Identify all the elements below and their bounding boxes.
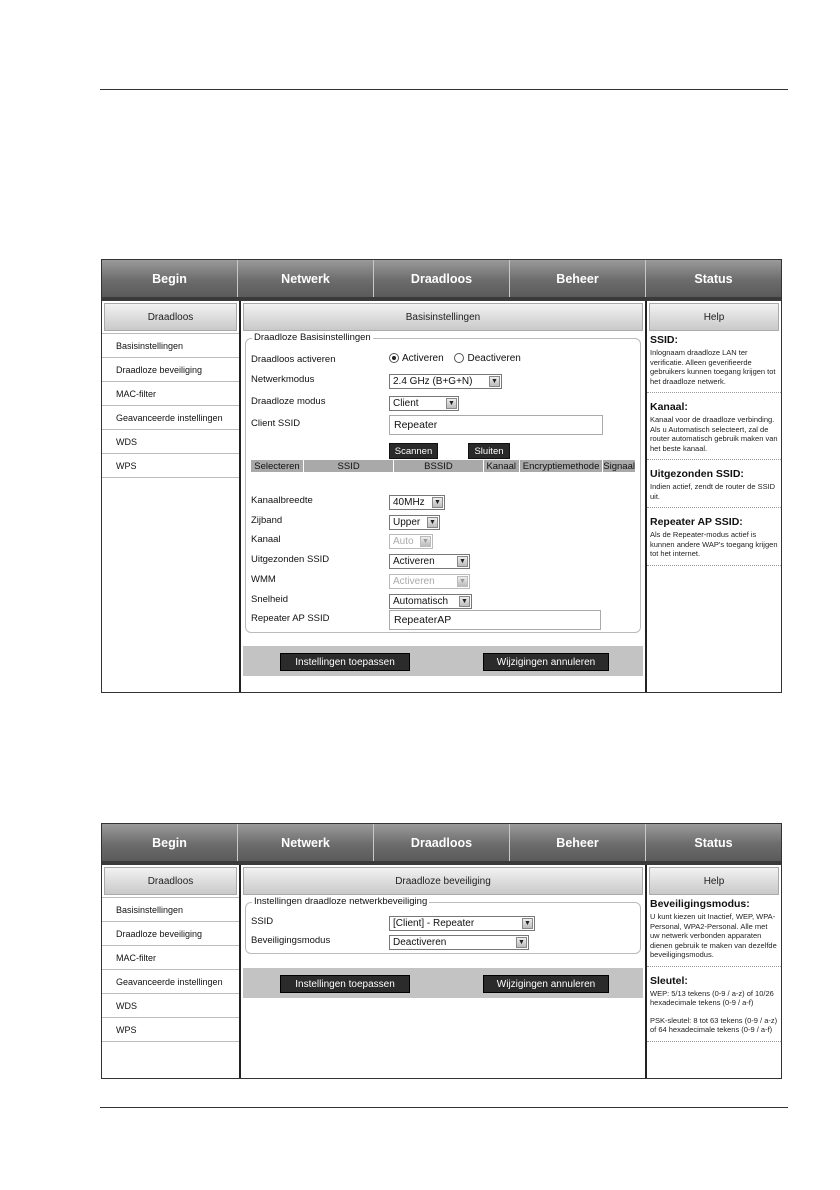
help-section-kanaal xyxy=(647,393,781,460)
sidebar xyxy=(102,865,241,1078)
basic-settings-fieldset xyxy=(245,332,641,633)
sidebar-list xyxy=(102,333,239,478)
sideband-select[interactable] xyxy=(389,515,440,530)
row-channel xyxy=(251,531,635,549)
help-panel xyxy=(647,865,781,1078)
top-rule xyxy=(100,89,788,90)
sidebar xyxy=(102,301,241,692)
broadcast-ssid-value: Activeren xyxy=(393,556,435,567)
row-client-ssid xyxy=(251,415,635,433)
client-ssid-input[interactable]: Repeater xyxy=(389,415,603,435)
help-header: Help xyxy=(649,867,779,895)
channel-width-select[interactable] xyxy=(389,495,445,510)
nav-beheer[interactable]: Beheer xyxy=(510,824,646,861)
channel-width-label: Kanaalbreedte xyxy=(251,495,313,506)
help-title: Beveiligingsmodus: xyxy=(650,898,750,910)
scan-table-header xyxy=(251,460,635,472)
sidebar-item-mac-filter[interactable]: MAC-filter xyxy=(102,382,239,406)
radio-activeren[interactable] xyxy=(389,353,399,363)
radio-activeren-label: Activeren xyxy=(402,353,444,364)
nav-draadloos[interactable]: Draadloos xyxy=(374,260,510,297)
ssid-select[interactable] xyxy=(389,916,535,931)
nav-begin[interactable]: Begin xyxy=(102,824,238,861)
help-title: Sleutel: xyxy=(650,974,688,987)
broadcast-ssid-label: Uitgezonden SSID xyxy=(251,554,330,565)
sidebar-item-draadloze-beveiliging[interactable]: Draadloze beveiliging xyxy=(102,358,239,382)
wmm-select[interactable] xyxy=(389,574,470,589)
help-title: SSID: xyxy=(650,334,679,346)
sidebar-item-wds[interactable]: WDS xyxy=(102,430,239,454)
th-encryptiemethode: Encryptiemethode xyxy=(520,460,603,472)
row-security-mode xyxy=(251,932,635,950)
row-speed xyxy=(251,591,635,609)
screenshot-basic-settings xyxy=(101,259,782,693)
action-bar xyxy=(243,968,643,998)
chevron-down-icon: ▼ xyxy=(432,497,443,508)
row-repeater-ap-ssid xyxy=(251,610,635,628)
sidebar-item-geavanceerde-instellingen[interactable]: Geavanceerde instellingen xyxy=(102,406,239,430)
radio-deactiveren-label: Deactiveren xyxy=(467,353,521,364)
top-navigation xyxy=(102,260,781,297)
nav-beheer[interactable]: Beheer xyxy=(510,260,646,297)
help-text: U kunt kiezen uit Inactief, WEP, WPA-Personal, WPA2-Personal. Alle met uw netwerk verbonden apparaten dienen gebruik te maken van dezelfde beveiligingsmodus. xyxy=(650,912,777,959)
speed-value: Automatisch xyxy=(393,596,449,607)
channel-value: Auto xyxy=(393,536,414,547)
cancel-changes-button[interactable]: Wijzigingen annuleren xyxy=(483,975,609,993)
close-button[interactable]: Sluiten xyxy=(468,443,510,459)
apply-settings-button[interactable]: Instellingen toepassen xyxy=(280,975,410,993)
repeater-ap-ssid-input[interactable]: RepeaterAP xyxy=(389,610,601,630)
help-section-repeater-ap-ssid xyxy=(647,508,781,566)
wireless-enable-radios xyxy=(389,353,521,364)
help-text: WEP: 5/13 tekens (0-9 / a-z) of 10/26 hexadecimale tekens (0-9 / a-f) xyxy=(650,988,774,1007)
ssid-label: SSID xyxy=(251,916,274,927)
scan-button[interactable]: Scannen xyxy=(389,443,438,459)
nav-status[interactable]: Status xyxy=(694,835,733,850)
chevron-down-icon: ▼ xyxy=(489,376,500,387)
wireless-mode-select[interactable] xyxy=(389,396,459,411)
apply-settings-button[interactable]: Instellingen toepassen xyxy=(280,653,410,671)
chevron-down-icon: ▼ xyxy=(516,937,527,948)
wireless-mode-value: Client xyxy=(393,398,419,409)
help-section-sleutel xyxy=(647,967,781,1042)
fieldset-legend: Instellingen draadloze netwerkbeveiliging xyxy=(254,896,428,907)
main-panel xyxy=(241,865,647,1078)
bottom-rule xyxy=(100,1107,788,1108)
client-ssid-label: Client SSID xyxy=(251,418,301,429)
row-network-mode xyxy=(251,371,635,389)
channel-select[interactable] xyxy=(389,534,433,549)
sideband-value: Upper xyxy=(393,517,421,528)
sideband-label: Zijband xyxy=(251,515,283,526)
sidebar-item-draadloze-beveiliging[interactable]: Draadloze beveiliging xyxy=(102,922,239,946)
row-wireless-enable xyxy=(251,351,635,369)
sidebar-header: Draadloos xyxy=(104,867,237,895)
row-broadcast-ssid xyxy=(251,551,635,569)
row-sideband xyxy=(251,512,635,530)
sidebar-header: Draadloos xyxy=(104,303,237,331)
chevron-down-icon: ▼ xyxy=(446,398,457,409)
ssid-value: [Client] - Repeater xyxy=(393,918,475,929)
network-mode-select[interactable] xyxy=(389,374,502,389)
chevron-down-icon: ▼ xyxy=(427,517,438,528)
network-mode-value: 2.4 GHz (B+G+N) xyxy=(393,376,473,387)
wmm-value: Activeren xyxy=(393,576,435,587)
nav-status[interactable]: Status xyxy=(694,271,733,286)
chevron-down-icon: ▼ xyxy=(457,576,468,587)
security-mode-value: Deactiveren xyxy=(393,937,447,948)
broadcast-ssid-select[interactable] xyxy=(389,554,470,569)
channel-width-value: 40MHz xyxy=(393,497,425,508)
chevron-down-icon: ▼ xyxy=(522,918,533,929)
help-text: Als de Repeater-modus actief is kunnen andere WAP's toegang krijgen tot het internet. xyxy=(650,530,778,558)
wireless-mode-label: Draadloze modus xyxy=(251,396,326,407)
wireless-enable-label: Draadloos activeren xyxy=(251,354,336,365)
th-selecteren: Selecteren xyxy=(251,460,304,472)
nav-netwerk[interactable]: Netwerk xyxy=(238,824,374,861)
help-title: Uitgezonden SSID: xyxy=(650,468,744,480)
security-mode-select[interactable] xyxy=(389,935,529,950)
sidebar-item-wps[interactable]: WPS xyxy=(102,454,239,478)
speed-select[interactable] xyxy=(389,594,472,609)
chevron-down-icon: ▼ xyxy=(457,556,468,567)
network-mode-label: Netwerkmodus xyxy=(251,374,315,385)
row-ssid xyxy=(251,913,635,931)
cancel-changes-button[interactable]: Wijzigingen annuleren xyxy=(483,653,609,671)
wmm-label: WMM xyxy=(251,574,276,585)
help-title: Repeater AP SSID: xyxy=(650,516,743,528)
sidebar-list xyxy=(102,897,239,1042)
action-bar xyxy=(243,646,643,676)
th-kanaal: Kanaal xyxy=(484,460,520,472)
th-signaal: Signaal xyxy=(603,460,635,472)
row-channel-width xyxy=(251,492,635,510)
help-title: Kanaal: xyxy=(650,401,688,413)
main-header: Basisinstellingen xyxy=(243,303,643,331)
sidebar-item-mac-filter[interactable]: MAC-filter xyxy=(102,946,239,970)
chevron-down-icon: ▼ xyxy=(420,536,431,547)
sidebar-item-basisinstellingen[interactable]: Basisinstellingen xyxy=(102,898,239,922)
help-text: Inlognaam draadloze LAN ter verificatie. Alleen geverifieerde gebruikers kunnen toegang krijgen tot het draadloze netwerk. xyxy=(650,348,776,386)
sidebar-item-basisinstellingen[interactable]: Basisinstellingen xyxy=(102,334,239,358)
row-wireless-mode xyxy=(251,393,635,411)
help-text: Kanaal voor de draadloze verbinding. Als u Automatisch selecteert, zal de router automatisch gebruik maken van het beste kanaal. xyxy=(650,415,778,453)
help-header: Help xyxy=(649,303,779,331)
main-header: Draadloze beveiliging xyxy=(243,867,643,895)
help-section-uitgezonden-ssid xyxy=(647,460,781,508)
help-section-beveiligingsmodus xyxy=(647,895,781,967)
help-section-ssid xyxy=(647,331,781,393)
security-settings-fieldset xyxy=(245,896,641,954)
screenshot-wireless-security xyxy=(101,823,782,1079)
chevron-down-icon: ▼ xyxy=(459,596,470,607)
sidebar-item-wds[interactable]: WDS xyxy=(102,994,239,1018)
repeater-ap-ssid-label: Repeater AP SSID xyxy=(251,613,330,624)
nav-netwerk[interactable]: Netwerk xyxy=(238,260,374,297)
radio-deactiveren[interactable] xyxy=(454,353,464,363)
nav-draadloos[interactable]: Draadloos xyxy=(374,824,510,861)
help-panel xyxy=(647,301,781,692)
channel-label: Kanaal xyxy=(251,534,281,545)
row-wmm xyxy=(251,571,635,589)
main-panel xyxy=(241,301,647,692)
nav-begin[interactable]: Begin xyxy=(102,260,238,297)
sidebar-item-wps[interactable]: WPS xyxy=(102,1018,239,1042)
th-bssid: BSSID xyxy=(394,460,483,472)
help-text: Indien actief, zendt de router de SSID uit. xyxy=(650,482,776,501)
fieldset-legend: Draadloze Basisinstellingen xyxy=(254,332,371,343)
top-navigation xyxy=(102,824,781,861)
th-ssid: SSID xyxy=(304,460,394,472)
sidebar-item-geavanceerde-instellingen[interactable]: Geavanceerde instellingen xyxy=(102,970,239,994)
security-mode-label: Beveiligingsmodus xyxy=(251,935,331,946)
help-text: PSK-sleutel: 8 tot 63 tekens (0-9 / a-z) of 64 hexadecimale tekens (0-9 / a-f) xyxy=(650,1015,778,1034)
speed-label: Snelheid xyxy=(251,594,288,605)
